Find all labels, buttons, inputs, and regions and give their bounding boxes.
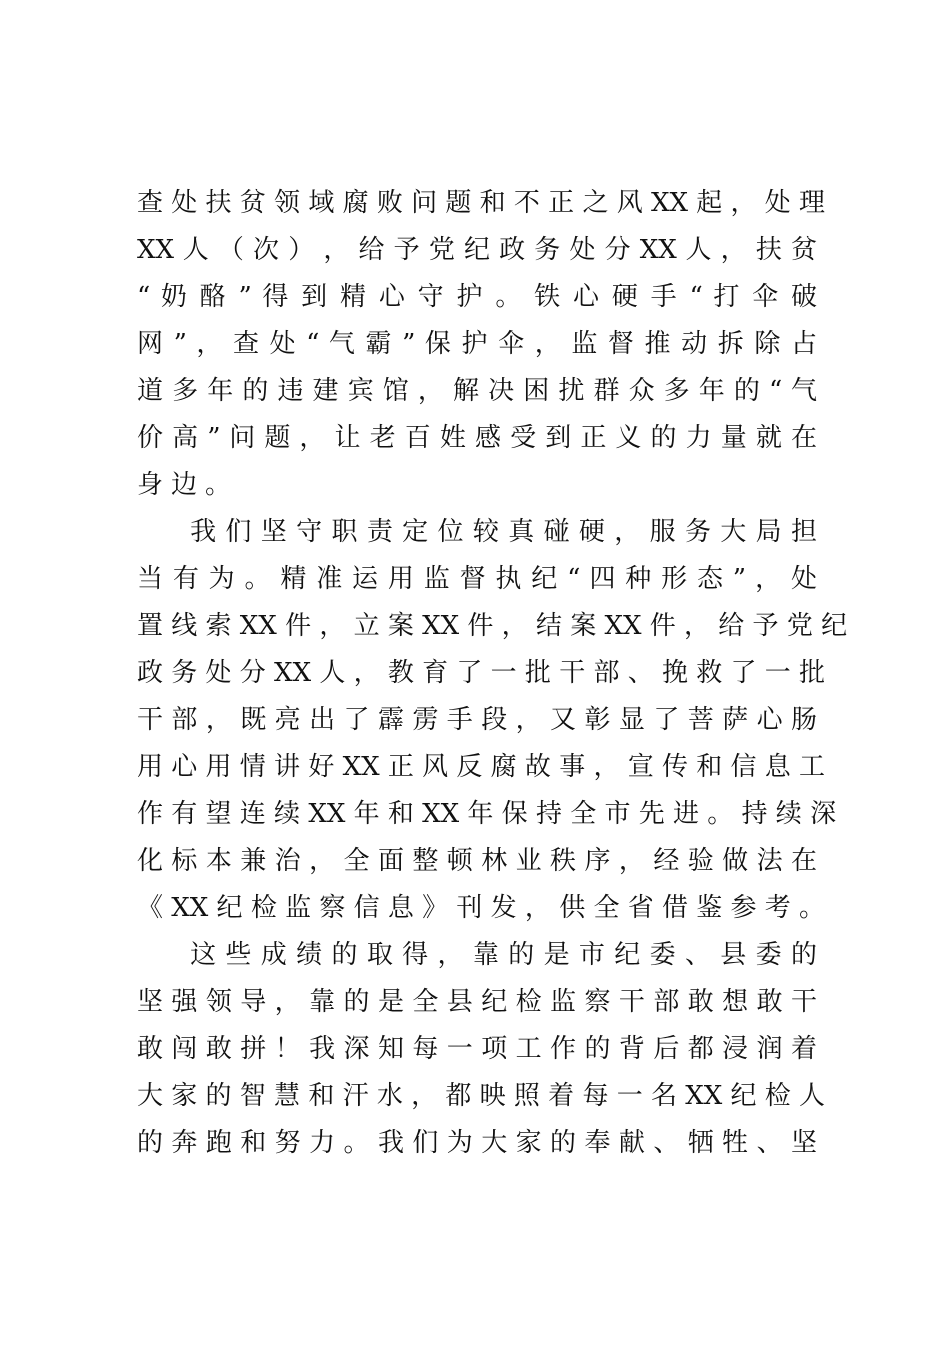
text-line: 《 XX 纪 检 监 察 信 息 》 刊 发 ， 供 全 省 借 鉴 参 考 。: [137, 893, 826, 923]
text-line: 作 有 望 连 续 XX 年 和 XX 年 保 持 全 市 先 进 。 持 续 深: [137, 799, 837, 829]
text-line: 政 务 处 分 XX 人 ， 教 育 了 一 批 干 部 、 挽 救 了 一 批: [137, 658, 826, 688]
body-text: [137, 180, 848, 1167]
text-line: 网 ” ， 查 处 “ 气 霸 ” 保 护 伞 ， 监 督 推 动 拆 除 占: [137, 329, 817, 359]
text-line: 置 线 索 XX 件 ， 立 案 XX 件 ， 结 案 XX 件 ， 给 予 党 纪: [137, 611, 848, 641]
text-line: XX 人 （ 次 ） ， 给 予 党 纪 政 务 处 分 XX 人 ， 扶 贫: [137, 235, 817, 265]
text-line: 道 多 年 的 违 建 宾 馆 ， 解 决 困 扰 群 众 多 年 的 “ 气: [137, 376, 817, 406]
text-line: 我 们 坚 守 职 责 定 位 较 真 碰 硬 ， 服 务 大 局 担: [137, 517, 817, 547]
text-line: 化 标 本 兼 治 ， 全 面 整 顿 林 业 秩 序 ， 经 验 做 法 在: [137, 846, 817, 876]
text-line: 身边。: [137, 470, 240, 500]
text-line: 用 心 用 情 讲 好 XX 正 风 反 腐 故 事 ， 宣 传 和 信 息 工: [137, 752, 826, 782]
text-line: 敢 闯 敢 拼 ！ 我 深 知 每 一 项 工 作 的 背 后 都 浸 润 着: [137, 1034, 817, 1064]
text-line: 这 些 成 绩 的 取 得 ， 靠 的 是 市 纪 委 、 县 委 的: [137, 940, 817, 970]
text-line: “ 奶 酪 ” 得 到 精 心 守 护 。 铁 心 硬 手 “ 打 伞 破: [137, 282, 817, 312]
text-line: 价 高 ” 问 题 ， 让 老 百 姓 感 受 到 正 义 的 力 量 就 在: [137, 423, 817, 453]
paragraph-1: [137, 180, 826, 509]
text-line: 坚 强 领 导 ， 靠 的 是 全 县 纪 检 监 察 干 部 敢 想 敢 干: [137, 987, 817, 1017]
text-line: 大 家 的 智 慧 和 汗 水 ， 都 映 照 着 每 一 名 XX 纪 检 人: [137, 1081, 826, 1111]
paragraph-2: [137, 509, 848, 932]
text-line: 当 有 为 。 精 准 运 用 监 督 执 纪 “ 四 种 形 态 ” ， 处: [137, 564, 817, 594]
paragraph-3: [137, 932, 826, 1167]
text-line: 干 部 ， 既 亮 出 了 霹 雳 手 段 ， 又 彰 显 了 菩 萨 心 肠: [137, 705, 817, 735]
text-line: 查 处 扶 贫 领 域 腐 败 问 题 和 不 正 之 风 XX 起 ， 处 理: [137, 188, 826, 218]
text-line: 的 奔 跑 和 努 力 。 我 们 为 大 家 的 奉 献 、 牺 牲 、 坚: [137, 1128, 817, 1158]
